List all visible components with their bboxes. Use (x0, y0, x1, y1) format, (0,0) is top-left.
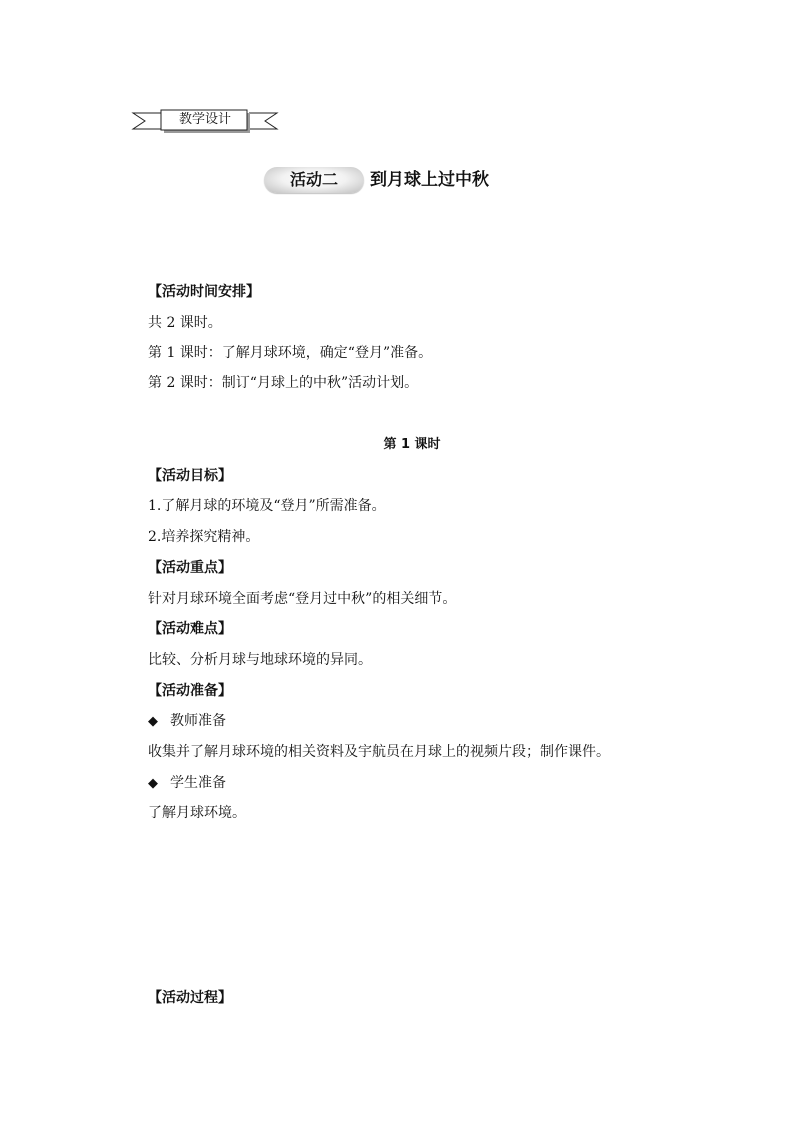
key-points-text: 针对月球环境全面考虑“登月过中秋”的相关细节。 (148, 591, 457, 607)
title-main-text: 到月球上过中秋 (370, 170, 489, 190)
diamond-bullet-icon: ◆ (148, 714, 158, 729)
student-prep-text: 了解月球环境。 (148, 805, 246, 821)
diamond-bullet-icon: ◆ (148, 776, 158, 791)
teacher-prep-item (148, 711, 226, 732)
schedule-total: 共 2 课时。 (148, 315, 222, 331)
title-pill-text: 活动二 (289, 170, 338, 189)
lesson-heading: 第 1 课时 (383, 437, 441, 452)
banner-label: 教学设计 (178, 112, 231, 127)
difficulties-text: 比较、分析月球与地球环境的异同。 (148, 652, 372, 668)
teacher-prep-label: 教师准备 (170, 713, 226, 729)
title-pill-badge (264, 167, 364, 193)
section-banner (131, 108, 279, 134)
goal-item-1: 1.了解月球的环境及“登月”所需准备。 (148, 498, 386, 514)
difficulties-heading: 【活动难点】 (148, 621, 232, 637)
schedule-lesson-2: 第 2 课时：制订“月球上的中秋”活动计划。 (148, 375, 419, 391)
teacher-prep-text: 收集并了解月球环境的相关资料及宇航员在月球上的视频片段；制作课件。 (148, 744, 610, 760)
activity-title (264, 165, 564, 195)
goals-heading: 【活动目标】 (148, 468, 232, 484)
preparation-heading: 【活动准备】 (148, 683, 232, 699)
goal-item-2: 2.培养探究精神。 (148, 529, 260, 545)
student-prep-item (148, 773, 226, 794)
key-points-heading: 【活动重点】 (148, 560, 232, 576)
schedule-lesson-1: 第 1 课时：了解月球环境，确定“登月”准备。 (148, 345, 433, 361)
process-heading: 【活动过程】 (148, 990, 232, 1006)
student-prep-label: 学生准备 (170, 775, 226, 791)
schedule-heading: 【活动时间安排】 (148, 284, 260, 300)
